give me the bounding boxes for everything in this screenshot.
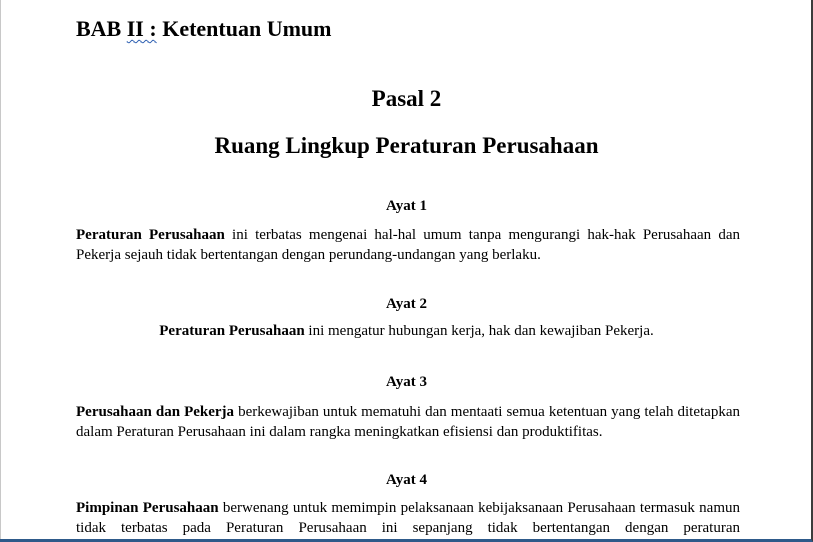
- ayat-3-bold: Perusahaan dan Pekerja: [76, 404, 235, 420]
- chapter-heading: [76, 16, 331, 42]
- ayat-1-paragraph: [76, 225, 740, 265]
- article-title: Ruang Lingkup Peraturan Perusahaan: [214, 133, 599, 158]
- ayat-1-heading: Ayat 1: [386, 198, 427, 214]
- article-number: Pasal 2: [371, 86, 442, 111]
- ayat-3-heading: Ayat 3: [386, 374, 427, 390]
- ayat-2-heading: Ayat 2: [386, 296, 427, 312]
- ayat-4-heading: Ayat 4: [386, 472, 427, 488]
- ayat-4-paragraph: [76, 498, 740, 538]
- chapter-title: Ketentuan Umum: [156, 16, 332, 41]
- ayat-1-bold: Peraturan Perusahaan: [76, 227, 225, 243]
- chapter-prefix: BAB: [76, 16, 127, 41]
- ayat-2-text: ini mengatur hubungan kerja, hak dan kewajiban Pekerja.: [304, 323, 654, 339]
- chapter-roman-spellcheck[interactable]: II :: [126, 16, 157, 41]
- page-left-edge: [0, 0, 1, 539]
- ayat-1-text: ini terbatas mengenai hal-hal umum tanpa mengurangi hak-hak Perusahaan dan Pekerja sejauh tidak bertentangan dengan perundang-undangan yang berlaku.: [76, 227, 740, 263]
- ayat-3-paragraph: [76, 402, 740, 442]
- ayat-4-bold: Pimpinan Perusahaan: [76, 500, 219, 516]
- ayat-4-text: berwenang untuk memimpin pelaksanaan kebijaksanaan Perusahaan termasuk namun tidak terbatas pada Peraturan Perusahaan ini sepanjang tidak bertentangan dengan peraturan: [76, 500, 740, 536]
- ayat-2-bold: Peraturan Perusahaan: [159, 323, 305, 339]
- ayat-2-paragraph: [0, 321, 813, 341]
- ayat-3-text: berkewajiban untuk mematuhi dan mentaati semua ketentuan yang telah ditetapkan dalam Peraturan Perusahaan ini dalam rangka meningkatkan efisiensi dan produktifitas.: [76, 404, 740, 440]
